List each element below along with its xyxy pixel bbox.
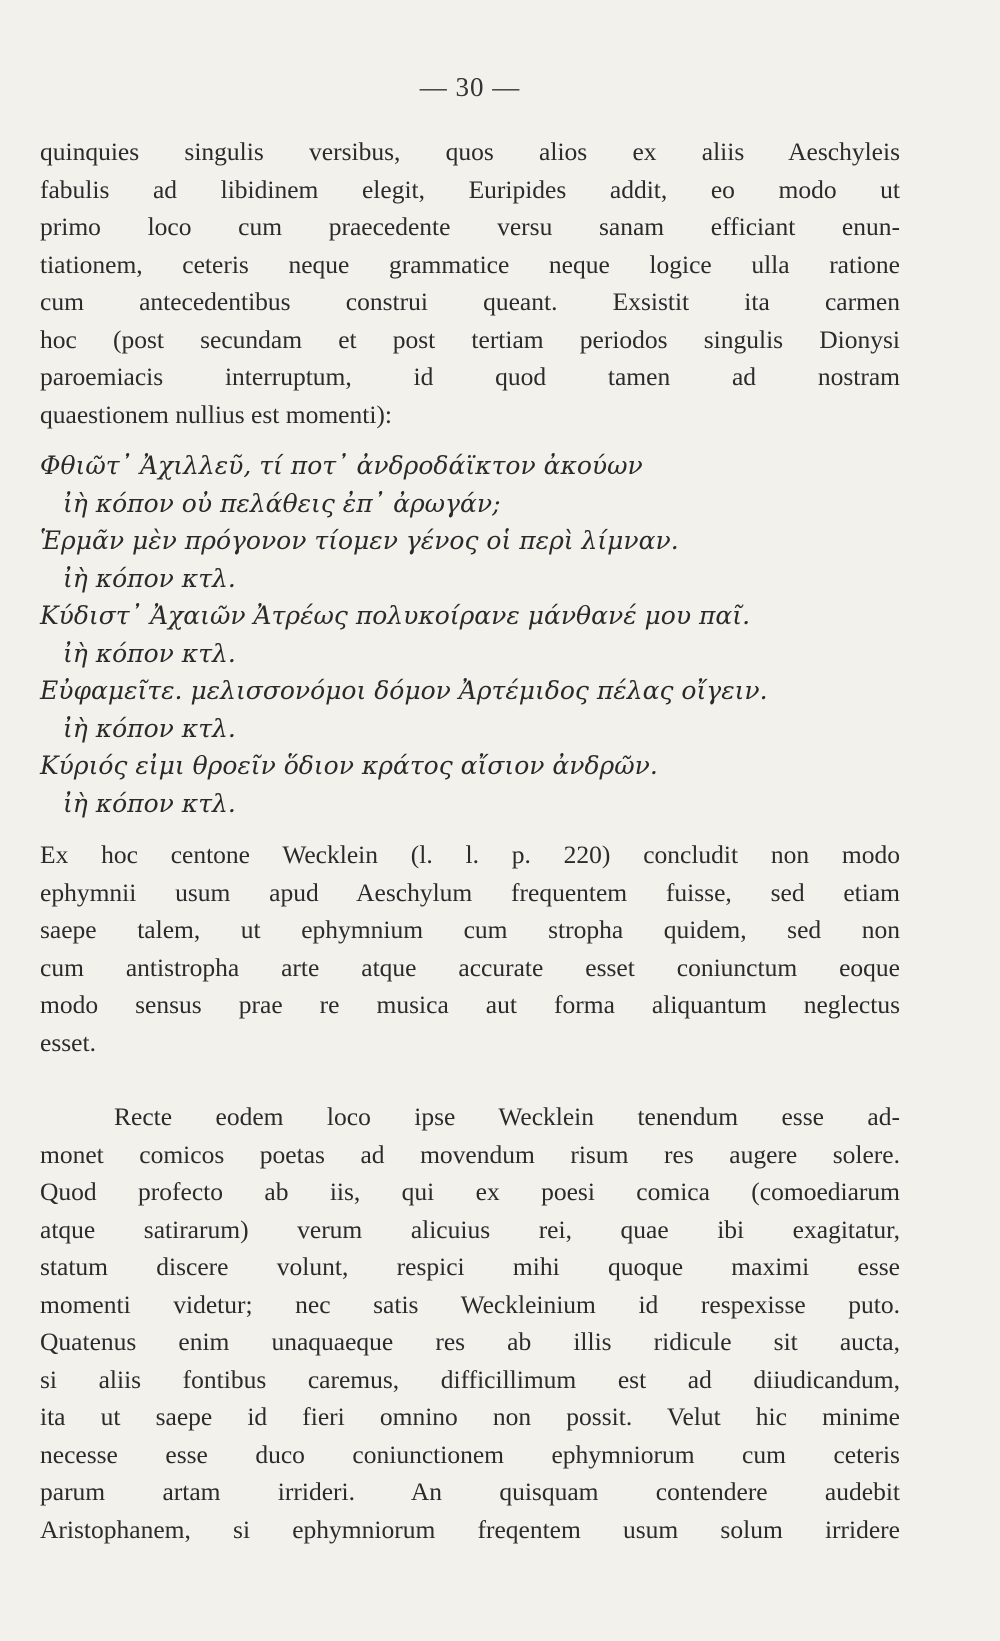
greek-refrain-line: ἰὴ κόπον κτλ. xyxy=(63,563,236,593)
text-line: statum discere volunt, respici mihi quoque maximi esse xyxy=(40,1252,900,1281)
text-line: cum antistropha arte atque accurate esset coniunctum eoque xyxy=(40,952,900,982)
greek-verse-line: Κύριός εἰμι θροεῖν ὅδιον κράτος αἴσιον ἀνδρῶν. xyxy=(40,751,658,780)
paragraph-3 xyxy=(40,1098,900,1548)
text-line: fabulis ad libidinem elegit, Euripides addit, eo modo ut xyxy=(40,174,900,204)
text-line: necesse esse duco coniunctionem ephymniorum cum ceteris xyxy=(40,1439,900,1469)
text-line: modo sensus prae re musica aut forma aliquantum neglectus xyxy=(40,990,900,1019)
page-number: — 30 — xyxy=(419,72,521,102)
greek-refrain-line: ἰὴ κόπον οὐ πελάθεις ἐπ᾽ ἀρωγάν; xyxy=(63,488,501,518)
greek-verse-line: Κύδιστ᾽ Ἀχαιῶν Ἀτρέως πολυκοίρανε μάνθανέ μου παῖ. xyxy=(40,601,751,630)
greek-verse-line: Ἑρμᾶν μὲν πρόγονον τίομεν γένος οἱ περὶ λίμναν. xyxy=(40,526,679,555)
greek-verse-block xyxy=(40,447,900,822)
text-line: atque satirarum) verum alicuius rei, quae ibi exagitatur, xyxy=(40,1214,900,1244)
text-line: tiationem, ceteris neque grammatice neque logice ulla ratione xyxy=(40,249,900,279)
text-line: Ex hoc centone Wecklein (l. l. p. 220) concludit non modo xyxy=(40,840,900,869)
text-line: si aliis fontibus caremus, difficillimum est ad diiudicandum, xyxy=(40,1364,900,1394)
text-line: paroemiacis interruptum, id quod tamen ad nostram xyxy=(40,362,900,391)
greek-refrain-line: ἰὴ κόπον κτλ. xyxy=(63,788,236,818)
text-line: Aristophanem, si ephymniorum freqentem usum solum irridere xyxy=(40,1514,900,1544)
text-line: cum antecedentibus construi queant. Exsistit ita carmen xyxy=(40,287,900,316)
text-line: quaestionem nullius est momenti): xyxy=(40,399,392,429)
text-line: Quatenus enim unaquaeque res ab illis ridicule sit aucta, xyxy=(40,1327,900,1356)
text-line: hoc (post secundam et post tertiam periodos singulis Dionysi xyxy=(40,324,900,354)
text-line: Quod profecto ab iis, qui ex poesi comica (comoediarum xyxy=(40,1177,900,1206)
greek-verse-line: Εὐφαμεῖτε. μελισσονόμοι δόμον Ἀρτέμιδος πέλας οἴγειν. xyxy=(40,676,768,705)
greek-verse-line: Φθιῶτ᾽ Ἀχιλλεῦ, τί ποτ᾽ ἀνδροδάϊκτον ἀκούων xyxy=(40,451,643,480)
text-line: monet comicos poetas ad movendum risum res augere solere. xyxy=(40,1139,900,1169)
greek-refrain-line: ἰὴ κόπον κτλ. xyxy=(63,713,236,743)
paragraph-2 xyxy=(40,836,900,1061)
text-line: parum artam irrideri. An quisquam contendere audebit xyxy=(40,1477,900,1506)
text-line: ita ut saepe id fieri omnino non possit. Velut hic minime xyxy=(40,1402,900,1431)
text-line: Recte eodem loco ipse Wecklein tenendum esse ad- xyxy=(114,1102,900,1131)
text-line: saepe talem, ut ephymnium cum stropha quidem, sed non xyxy=(40,915,900,944)
text-line: primo loco cum praecedente versu sanam efficiant enun- xyxy=(40,212,900,241)
greek-refrain-line: ἰὴ κόπον κτλ. xyxy=(63,638,236,668)
text-line: ephymnii usum apud Aeschylum frequentem fuisse, sed etiam xyxy=(40,877,900,907)
text-line: momenti videtur; nec satis Weckleinium id respexisse puto. xyxy=(40,1289,900,1319)
paragraph-1 xyxy=(40,133,900,433)
document-page xyxy=(40,60,900,1620)
text-line: esset. xyxy=(40,1027,96,1057)
text-line: quinquies singulis versibus, quos alios ex aliis Aeschyleis xyxy=(40,137,900,166)
